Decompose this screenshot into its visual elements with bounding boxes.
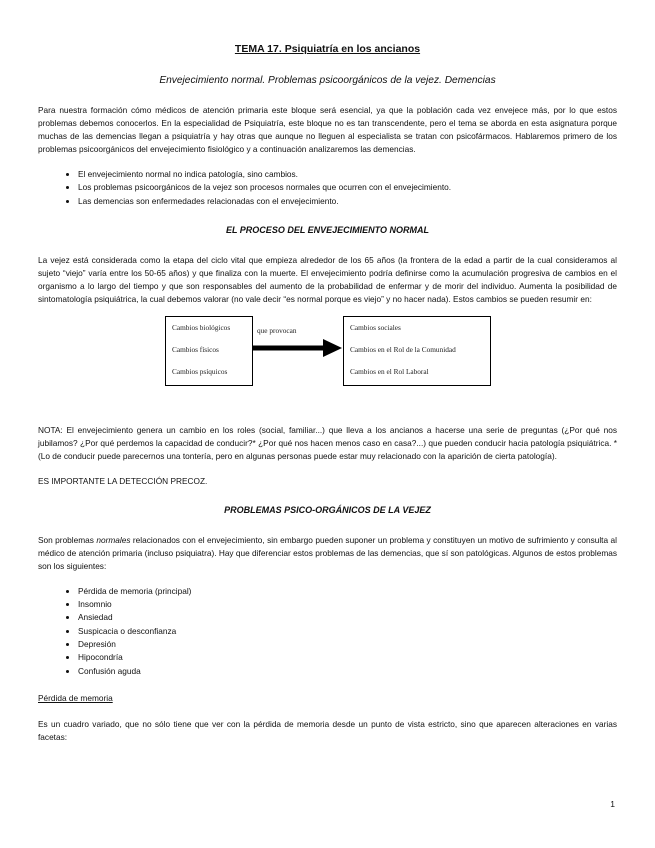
document-page — [38, 38, 617, 756]
list-item: • Confusión aguda — [78, 665, 617, 678]
emphasis-text: normales — [96, 534, 131, 545]
document-title: TEMA 17. Psiquiatría en los ancianos — [234, 43, 421, 55]
diagram-right-box — [343, 316, 491, 386]
list-item: • Suspicacia o desconfianza — [78, 625, 617, 638]
early-detection-note: ES IMPORTANTE LA DETECCIÓN PRECOZ. — [38, 475, 208, 486]
memory-paragraph: Es un cuadro variado, que no sólo tiene que ver con la pérdida de memoria desde un punto de vista estricto, sino que aparecen alteraciones en varias facetas: — [38, 718, 617, 742]
document-subtitle: Envejecimiento normal. Problemas psicoorgánicos de la vejez. Demencias — [159, 75, 496, 86]
list-item: • Pérdida de memoria (principal) — [78, 585, 617, 598]
diagram-right-item: Cambios en el Rol de la Comunidad — [350, 344, 456, 354]
diagram-right-item: Cambios sociales — [350, 322, 401, 332]
note-paragraph: NOTA: El envejecimiento genera un cambio en los roles (social, familiar...) que lleva a los ancianos a hacerse una serie de preguntas (¿Por qué nos jubilamos? ¿Por qué perdemos la capacidad de conducir?* ¿Por qué nos hacen menos caso en casa?...) que pueden conducir hacia patología psiquiátrica. *(Lo de conducir puede parecernos una tontería, pero en algunas personas puede estar muy relacionado con la aparición de cierta patología). — [38, 424, 617, 461]
list-item: • Los problemas psicoorgánicos de la vejez son procesos normales que ocurren con el envejecimiento. — [78, 181, 617, 194]
list-item: • Depresión — [78, 638, 617, 651]
diagram-arrow-label: que provocan — [257, 325, 297, 335]
paragraph-text: relacionados con el envejecimiento, sin embargo pueden suponer un problema y constituyen un motivo de sufrimiento y consulta al médico de atención primaria (incluso psiquiatra). Hay que diferenciar estos problemas de las demencias, que sí son patológicas. Algunos de estos problemas son los siguientes: — [38, 534, 617, 571]
problems-list — [38, 585, 617, 678]
diagram-left-item: Cambios psíquicos — [172, 366, 228, 376]
diagram-right-item: Cambios en el Rol Laboral — [350, 366, 429, 376]
list-item: • Las demencias son enfermedades relacionadas con el envejecimiento. — [78, 195, 617, 208]
diagram-left-item: Cambios físicos — [172, 344, 219, 354]
intro-bullet-list — [38, 168, 617, 208]
list-item: • Ansiedad — [78, 611, 617, 624]
section-heading-normal-aging: EL PROCESO DEL ENVEJECIMIENTO NORMAL — [225, 224, 430, 235]
right-arrow-icon — [253, 338, 343, 358]
subheading-memory-loss: Pérdida de memoria — [38, 692, 113, 703]
page-number: 1 — [610, 799, 615, 809]
aging-paragraph: La vejez está considerada como la etapa del ciclo vital que empieza alrededor de los 65 años (la frontera de la edad a partir de la cual consideramos al sujeto “viejo” varía entre los 50-65 años) y que finaliza con la muerte. El envejecimiento podría definirse como la acumulación progresiva de cambios en el organismo a lo largo del tiempo y que son responsables del aumento de la probabilidad de enfermar y de morir del individuo. Aumenta la posibilidad de sintomatología psiquiátrica, la cual debemos valorar (no vale decir “es normal porque es viejo” y no hacer nada). Estos cambios se pueden resumir en: — [38, 254, 617, 304]
paragraph-text: Son problemas — [38, 534, 97, 545]
psycho-organic-paragraph — [38, 534, 617, 573]
intro-paragraph: Para nuestra formación cómo médicos de atención primaria este bloque será esencial, ya que la población cada vez envejece más, por lo que estos problemas debemos conocerlos. En la especialidad de Psiquiatría, este bloque no es tan transcendente, pero el tema se aborda en esta asignatura porque muchas de las demencias llegan a psiquiatría y hay otras que aunque no lleguen al especialista se tratan con psicofármacos. Hablaremos primero de los problemas psicoorgánicos del envejecimiento fisiológico y a continuación analizaremos las demencias. — [38, 105, 617, 154]
diagram-left-item: Cambios biológicos — [172, 322, 231, 332]
list-item: • Insomnio — [78, 598, 617, 611]
section-heading-psycho-organic: PROBLEMAS PSICO-ORGÁNICOS DE LA VEJEZ — [224, 504, 431, 515]
changes-diagram — [38, 316, 617, 398]
list-item: • Hipocondría — [78, 651, 617, 664]
diagram-left-box — [165, 316, 253, 386]
list-item: • El envejecimiento normal no indica patología, sino cambios. — [78, 168, 617, 181]
